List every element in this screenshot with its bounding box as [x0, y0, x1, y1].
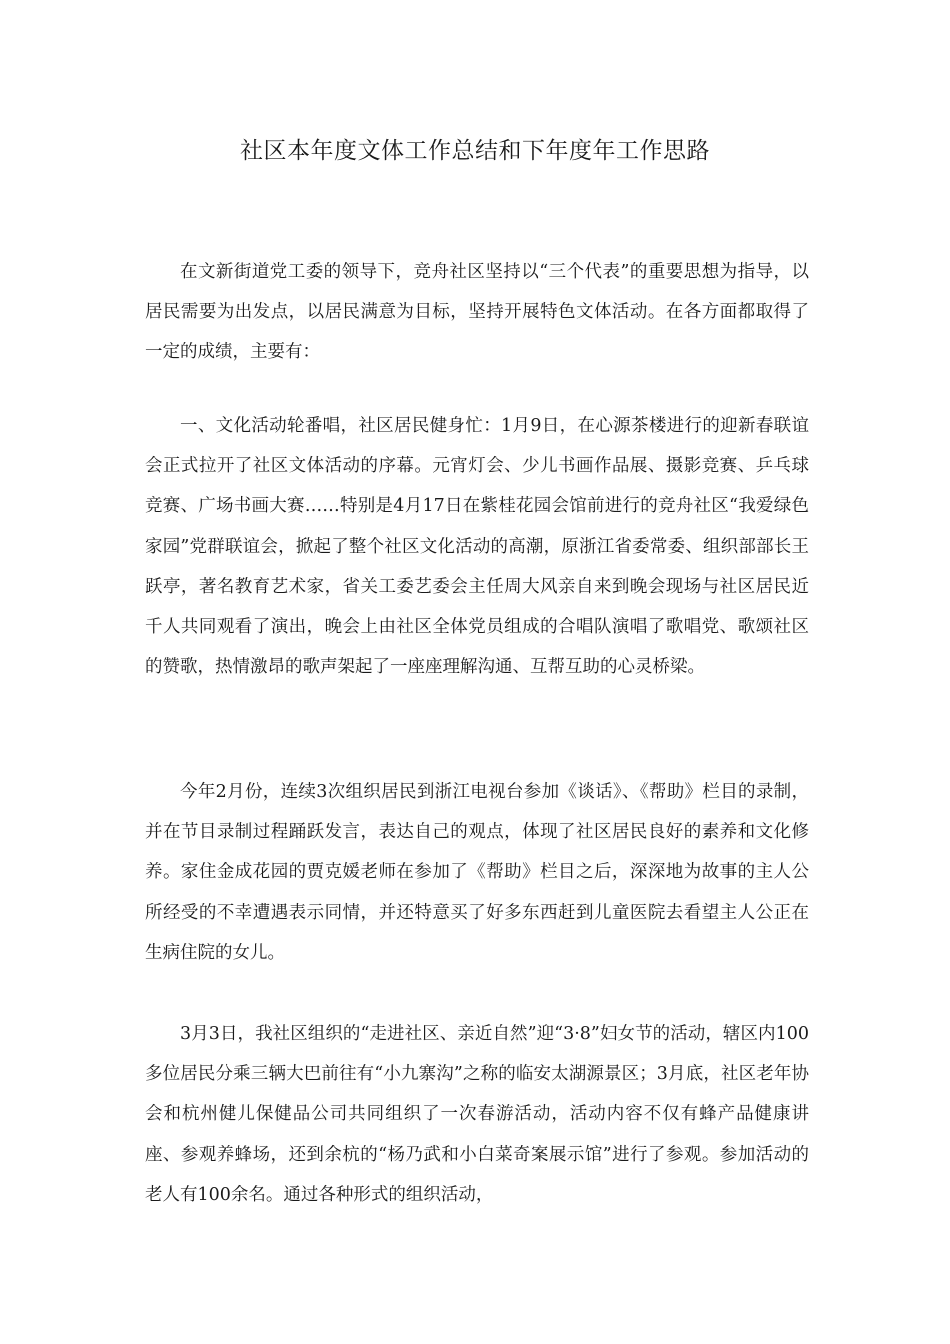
paragraph-intro: 在文新街道党工委的领导下，竞舟社区坚持以“三个代表”的重要思想为指导，以居民需要为出发点，以居民满意为目标，坚持开展特色文体活动。在各方面都取得了一定的成绩，主要有：: [145, 262, 809, 363]
paragraph-cultural-activities: 一、文化活动轮番唱，社区居民健身忙：1月9日，在心源茶楼进行的迎新春联谊会正式拉开了社区文体活动的序幕。元宵灯会、少儿书画作品展、摄影竞赛、乒乓球竞赛、广场书画大赛……特别是4月17日在紫桂花园会馆前进行的竞舟社区“我爱绿色家园”党群联谊会，掀起了整个社区文化活动的高潮，原浙江省委常委、组织部部长王跃亭，著名教育艺术家，省关工委艺委会主任周大风亲自来到晚会现场与社区居民近千人共同观看了演出，晚会上由社区全体党员组成的合唱队演唱了歌唱党、歌颂社区的赞歌，热情激昂的歌声架起了一座座理解沟通、互帮互助的心灵桥梁。: [145, 416, 809, 678]
paragraph-tv-program: 今年2月份，连续3次组织居民到浙江电视台参加《谈话》、《帮助》栏目的录制，并在节目录制过程踊跃发言，表达自己的观点，体现了社区居民良好的素养和文化修养。家住金成花园的贾克媛老师在参加了《帮助》栏目之后，深深地为故事的主人公所经受的不幸遭遇表示同情，并还特意买了好多东西赶到儿童医院去看望主人公正在生病住院的女儿。: [145, 782, 809, 963]
paragraph-outings: 3月3日，我社区组织的“走进社区、亲近自然”迎“3·8”妇女节的活动，辖区内100多位居民分乘三辆大巴前往有“小九寨沟”之称的临安太湖源景区；3月底，社区老年协会和杭州健儿保健品公司共同组织了一次春游活动，活动内容不仅有蜂产品健康讲座、参观养蜂场，还到余杭的“杨乃武和小白菜奇案展示馆”进行了参观。参加活动的老人有100余名。通过各种形式的组织活动，: [145, 1024, 809, 1205]
document-title: 社区本年度文体工作总结和下年度年工作思路: [240, 138, 710, 164]
